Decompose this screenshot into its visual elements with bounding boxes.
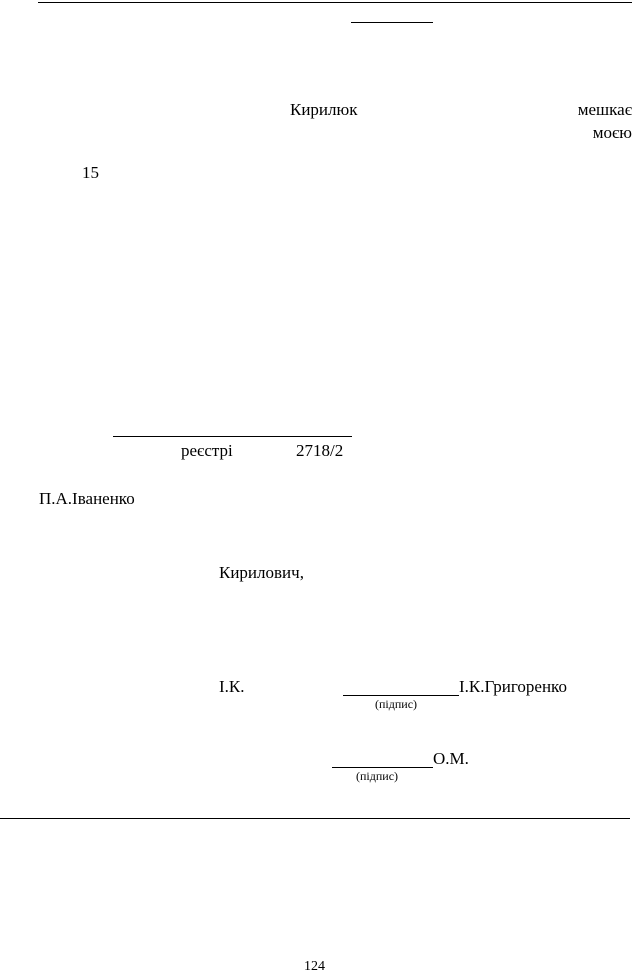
blank-line-top — [351, 22, 433, 23]
signature-line-1 — [343, 695, 459, 696]
text-reiestri: реєстрі — [181, 441, 233, 460]
text-meshkaie: мешкає — [577, 100, 632, 119]
text-signer-2: О.М. — [433, 749, 469, 768]
text-reg-number: 2718/2 — [296, 441, 344, 460]
text-signer-1: І.К.Григоренко — [459, 677, 567, 696]
text-number-15: 15 — [82, 163, 99, 182]
text-initials-ik: І.К. — [219, 677, 245, 696]
signature-caption-2: (підпис) — [356, 769, 399, 783]
signature-caption-1: (підпис) — [375, 697, 418, 711]
text-patronymic: Кирилович, — [219, 563, 304, 582]
text-notary-name: П.А.Іваненко — [39, 489, 135, 508]
bottom-border-line — [0, 818, 630, 819]
page-number: 124 — [304, 959, 325, 974]
text-moieiu: моєю — [592, 123, 632, 142]
top-border-line — [38, 2, 632, 3]
text-kyryliuk: Кирилюк — [290, 100, 358, 119]
blank-line-registry — [113, 436, 352, 437]
signature-line-2 — [332, 767, 433, 768]
